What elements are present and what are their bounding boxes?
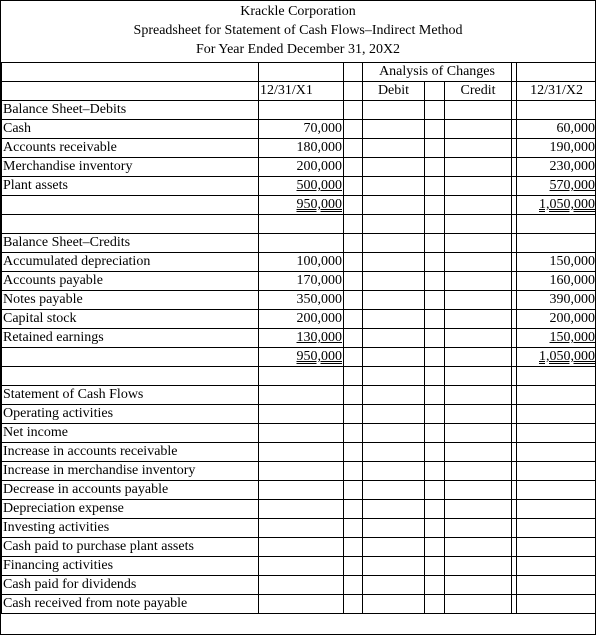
account-label: Accounts payable: [2, 272, 259, 291]
blank-cell: [517, 63, 596, 82]
start-balance: 180,000: [259, 139, 344, 158]
period-line: For Year Ended December 31, 20X2: [195, 42, 401, 57]
account-label: Retained earnings: [2, 329, 259, 348]
company-name: Krackle Corporation: [240, 4, 356, 19]
cash-flow-item: Increase in accounts receivable: [2, 443, 259, 462]
table-row: [2, 158, 596, 177]
table-row: [2, 139, 596, 158]
credits-heading: Balance Sheet–Credits: [2, 234, 259, 253]
end-balance: 570,000: [517, 177, 596, 196]
list-item: [2, 462, 596, 481]
table-row: [2, 196, 596, 215]
end-balance: 160,000: [517, 272, 596, 291]
account-label: Plant assets: [2, 177, 259, 196]
start-date-header: 12/31/X1: [259, 82, 344, 101]
debits-total-end: 1,050,000: [517, 196, 596, 215]
blank-cell: [425, 82, 445, 101]
list-item: [2, 500, 596, 519]
cash-flow-item: Cash paid to purchase plant assets: [2, 538, 259, 557]
spreadsheet-title: Spreadsheet for Statement of Cash Flows–Indirect Method: [133, 23, 463, 38]
account-label: Capital stock: [2, 310, 259, 329]
cash-flow-item: Increase in merchandise inventory: [2, 462, 259, 481]
financing-activities-heading: Financing activities: [2, 557, 259, 576]
table-row: [2, 272, 596, 291]
table-row: [2, 310, 596, 329]
list-item: [2, 443, 596, 462]
start-balance: 170,000: [259, 272, 344, 291]
list-item: [2, 576, 596, 595]
end-balance: 150,000: [517, 253, 596, 272]
table-row: [2, 120, 596, 139]
account-label: Accumulated depreciation: [2, 253, 259, 272]
blank-cell: [259, 63, 344, 82]
credits-total-end: 1,050,000: [517, 348, 596, 367]
debits-total-start: 950,000: [259, 196, 344, 215]
list-item: [2, 481, 596, 500]
start-balance: 100,000: [259, 253, 344, 272]
account-label: Merchandise inventory: [2, 158, 259, 177]
table-row: [2, 253, 596, 272]
list-item: [2, 595, 596, 614]
blank-cell: [344, 82, 363, 101]
credit-header: Credit: [445, 82, 512, 101]
start-balance: 70,000: [259, 120, 344, 139]
end-balance: 60,000: [517, 120, 596, 139]
start-balance: 200,000: [259, 158, 344, 177]
account-label: Notes payable: [2, 291, 259, 310]
end-balance: 230,000: [517, 158, 596, 177]
credits-total-start: 950,000: [259, 348, 344, 367]
account-label: Cash: [2, 120, 259, 139]
blank-cell: [2, 82, 259, 101]
investing-activities-heading: Investing activities: [2, 519, 259, 538]
list-item: [2, 538, 596, 557]
table-row: [2, 177, 596, 196]
start-balance: 500,000: [259, 177, 344, 196]
cash-flow-item: Cash received from note payable: [2, 595, 259, 614]
start-balance: 130,000: [259, 329, 344, 348]
cash-flow-item: Depreciation expense: [2, 500, 259, 519]
cash-flow-item: Cash paid for dividends: [2, 576, 259, 595]
end-balance: 390,000: [517, 291, 596, 310]
end-balance: 190,000: [517, 139, 596, 158]
debit-header: Debit: [363, 82, 425, 101]
table-row: [2, 348, 596, 367]
operating-activities-heading: Operating activities: [2, 405, 259, 424]
end-date-header: 12/31/X2: [517, 82, 596, 101]
blank-cell: [2, 63, 259, 82]
debits-heading: Balance Sheet–Debits: [2, 101, 259, 120]
start-balance: 350,000: [259, 291, 344, 310]
cash-flow-item: Net income: [2, 424, 259, 443]
end-balance: 150,000: [517, 329, 596, 348]
table-row: [2, 291, 596, 310]
list-item: [2, 424, 596, 443]
end-balance: 200,000: [517, 310, 596, 329]
analysis-header: Analysis of Changes: [363, 63, 512, 82]
table-row: [2, 329, 596, 348]
cash-flow-item: Decrease in accounts payable: [2, 481, 259, 500]
worksheet-grid: [1, 62, 596, 614]
start-balance: 200,000: [259, 310, 344, 329]
account-label: Accounts receivable: [2, 139, 259, 158]
blank-cell: [344, 63, 363, 82]
cash-flows-heading: Statement of Cash Flows: [2, 386, 259, 405]
